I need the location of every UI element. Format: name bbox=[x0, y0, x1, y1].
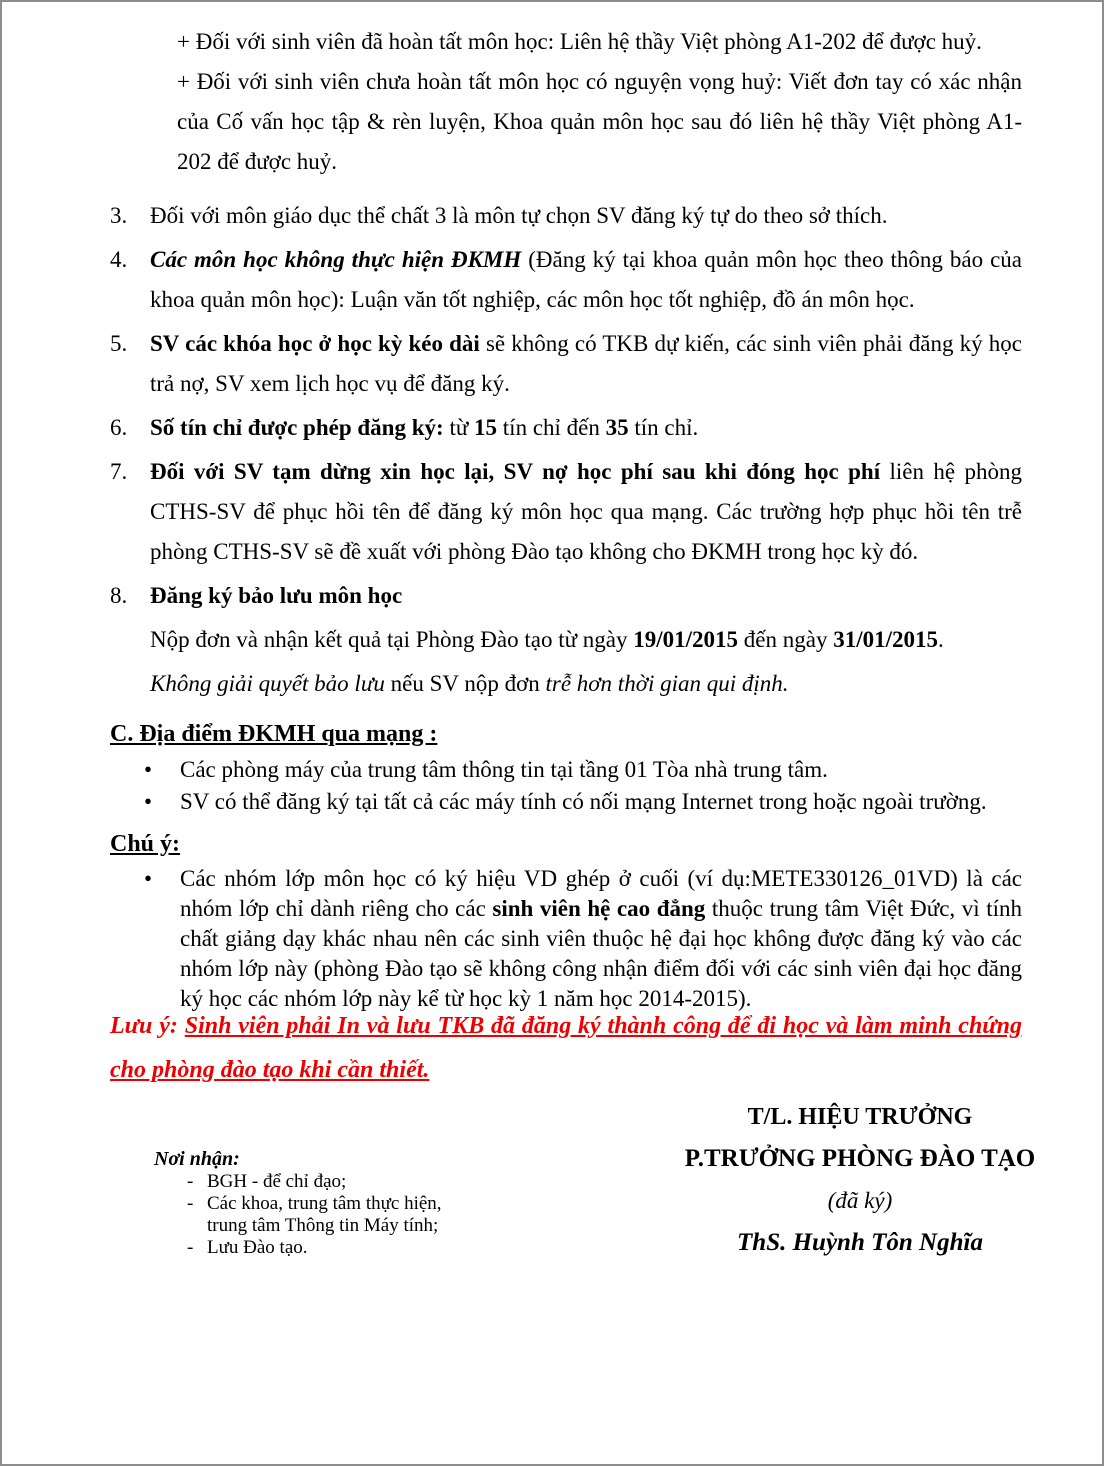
text: nếu SV nộp đơn bbox=[384, 671, 546, 696]
bullet-text: thuộc trung tâm Việt Đức, vì tính chất giảng dạy khác nhau nên các sinh viên thuộc hệ đại học không được đăng ký vào các nhóm lớp này (phòng Đào tạo sẽ không công nhận điểm đối với các sinh viên đại học đăng ký học các nhóm lớp này kể từ học kỳ 1 năm học 2014-2015). bbox=[180, 896, 1022, 1011]
warning-paragraph bbox=[110, 1004, 1022, 1092]
signature-authority-line: T/L. HIỆU TRƯỞNG bbox=[747, 1104, 973, 1130]
recipient-row-continuation bbox=[154, 1215, 514, 1237]
item-title-bold: Đăng ký bảo lưu môn học bbox=[150, 583, 403, 608]
list-item-4 bbox=[110, 240, 1022, 320]
recipient-row bbox=[154, 1171, 514, 1193]
item-number: 6. bbox=[110, 415, 128, 440]
item-number: 4. bbox=[110, 247, 128, 272]
item-number: 3. bbox=[110, 203, 128, 228]
item-number: 7. bbox=[110, 459, 128, 484]
item-lead-emphasis: Các môn học không thực hiện ĐKMH bbox=[150, 247, 522, 272]
italic-text: trễ hơn thời gian qui định. bbox=[545, 671, 789, 696]
item-lead-bold: Đối với SV tạm dừng xin học lại, SV nợ học phí sau khi đóng học phí bbox=[150, 459, 881, 484]
item-8-deadline-note bbox=[110, 664, 1022, 704]
bullet-text: SV có thể đăng ký tại tất cả các máy tính có nối mạng Internet trong hoặc ngoài trường. bbox=[180, 789, 987, 814]
paragraph-cancel-completed: + Đối với sinh viên đã hoàn tất môn học: Liên hệ thầy Việt phòng A1-202 để được huỷ. bbox=[177, 29, 982, 54]
item-number: 5. bbox=[110, 331, 128, 356]
max-credits-value: 35 bbox=[605, 415, 629, 440]
bullet-icon: • bbox=[144, 789, 153, 814]
signature-title-line: P.TRƯỞNG PHÒNG ĐÀO TẠO bbox=[684, 1145, 1036, 1172]
paragraph-cancel-incomplete: + Đối với sinh viên chưa hoàn tất môn học có nguyện vọng huỷ: Viết đơn tay có xác nhận của Cố vấn học tập & rèn luyện, Khoa quản môn học sau đó liên hệ thầy Việt phòng A1-202 để được huỷ. bbox=[177, 69, 1022, 174]
dash-marker: - bbox=[187, 1193, 194, 1214]
item-lead-bold: SV các khóa học ở học kỳ kéo dài bbox=[150, 331, 480, 356]
recipient-text: trung tâm Thông tin Máy tính; bbox=[207, 1215, 439, 1236]
recipient-text: Các khoa, trung tâm thực hiện, bbox=[207, 1193, 442, 1214]
item-text: tín chỉ. bbox=[628, 415, 699, 440]
signature-block bbox=[670, 1096, 1050, 1264]
dash-marker: - bbox=[187, 1237, 194, 1258]
note-section-header: Chú ý: bbox=[110, 831, 181, 857]
section-c-bullet-2 bbox=[110, 786, 1022, 818]
item-text: Đối với môn giáo dục thể chất 3 là môn tự chọn SV đăng ký tự do theo sở thích. bbox=[150, 203, 888, 228]
text: đến ngày bbox=[738, 627, 834, 652]
note-bullet bbox=[110, 864, 1022, 1014]
item-lead-bold: Số tín chỉ được phép đăng ký: bbox=[150, 415, 444, 440]
warning-label: Lưu ý: bbox=[110, 1013, 185, 1039]
signed-annotation: (đã ký) bbox=[827, 1188, 893, 1213]
list-item-3 bbox=[110, 196, 1022, 236]
text: Nộp đơn và nhận kết quả tại Phòng Đào tạo từ ngày bbox=[150, 627, 634, 652]
signer-name: ThS. Huỳnh Tôn Nghĩa bbox=[737, 1229, 983, 1256]
item-text: liên hệ phòng CTHS-SV để phục hồi tên để đăng ký môn học qua mạng. Các trường hợp phục hồi tên trễ phòng CTHS-SV sẽ đề xuất với phòng Đào tạo không cho ĐKMH trong học kỳ đó. bbox=[150, 459, 1022, 564]
item-text: sẽ không có TKB dự kiến, các sinh viên phải đăng ký học trả nợ, SV xem lịch học vụ để đăng ký. bbox=[150, 331, 1022, 396]
min-credits-value: 15 bbox=[474, 415, 498, 440]
date-to: 31/01/2015 bbox=[833, 627, 938, 652]
list-item-8 bbox=[110, 576, 1022, 616]
list-item-6 bbox=[110, 408, 1022, 448]
bullet-icon: • bbox=[144, 866, 153, 891]
document-body bbox=[110, 4, 1036, 1352]
section-c-bullet-1 bbox=[110, 754, 1022, 786]
recipient-row bbox=[154, 1193, 514, 1215]
item-text: từ bbox=[443, 415, 475, 440]
recipient-row bbox=[154, 1237, 514, 1259]
item-text: tín chỉ đến bbox=[497, 415, 606, 440]
bullet-bold-text: sinh viên hệ cao đẳng bbox=[492, 896, 706, 921]
date-from: 19/01/2015 bbox=[633, 627, 739, 652]
warning-text: Sinh viên phải In và lưu TKB đã đăng ký thành công để đi học và làm minh chứng cho phòng đào tạo khi cần thiết. bbox=[110, 1013, 1023, 1083]
item-number: 8. bbox=[110, 583, 128, 608]
item-8-submission-line bbox=[110, 620, 1022, 660]
list-item-5 bbox=[110, 324, 1022, 404]
signature-area bbox=[110, 1092, 1036, 1352]
bullet-text: Các nhóm lớp môn học có ký hiệu VD ghép ở cuối (ví dụ:METE330126_01VD) là các nhóm lớp chỉ dành riêng cho các bbox=[180, 866, 1022, 921]
dash-marker: - bbox=[187, 1171, 194, 1192]
list-item-7 bbox=[110, 452, 1022, 572]
recipients-header: Nơi nhận: bbox=[154, 1148, 240, 1170]
text: . bbox=[938, 627, 944, 652]
italic-text: Không giải quyết bảo lưu bbox=[150, 671, 385, 696]
recipient-text: Lưu Đào tạo. bbox=[207, 1237, 308, 1258]
bullet-icon: • bbox=[144, 757, 153, 782]
item-text: (Đăng ký tại khoa quản môn học theo thông báo của khoa quản môn học): Luận văn tốt nghiệp, các môn học tốt nghiệp, đồ án môn học. bbox=[150, 247, 1022, 312]
section-c-header: C. Địa điểm ĐKMH qua mạng : bbox=[110, 721, 438, 747]
recipients-block bbox=[154, 1148, 514, 1259]
recipient-text: BGH - để chỉ đạo; bbox=[207, 1171, 347, 1192]
bullet-text: Các phòng máy của trung tâm thông tin tại tầng 01 Tòa nhà trung tâm. bbox=[180, 757, 828, 782]
